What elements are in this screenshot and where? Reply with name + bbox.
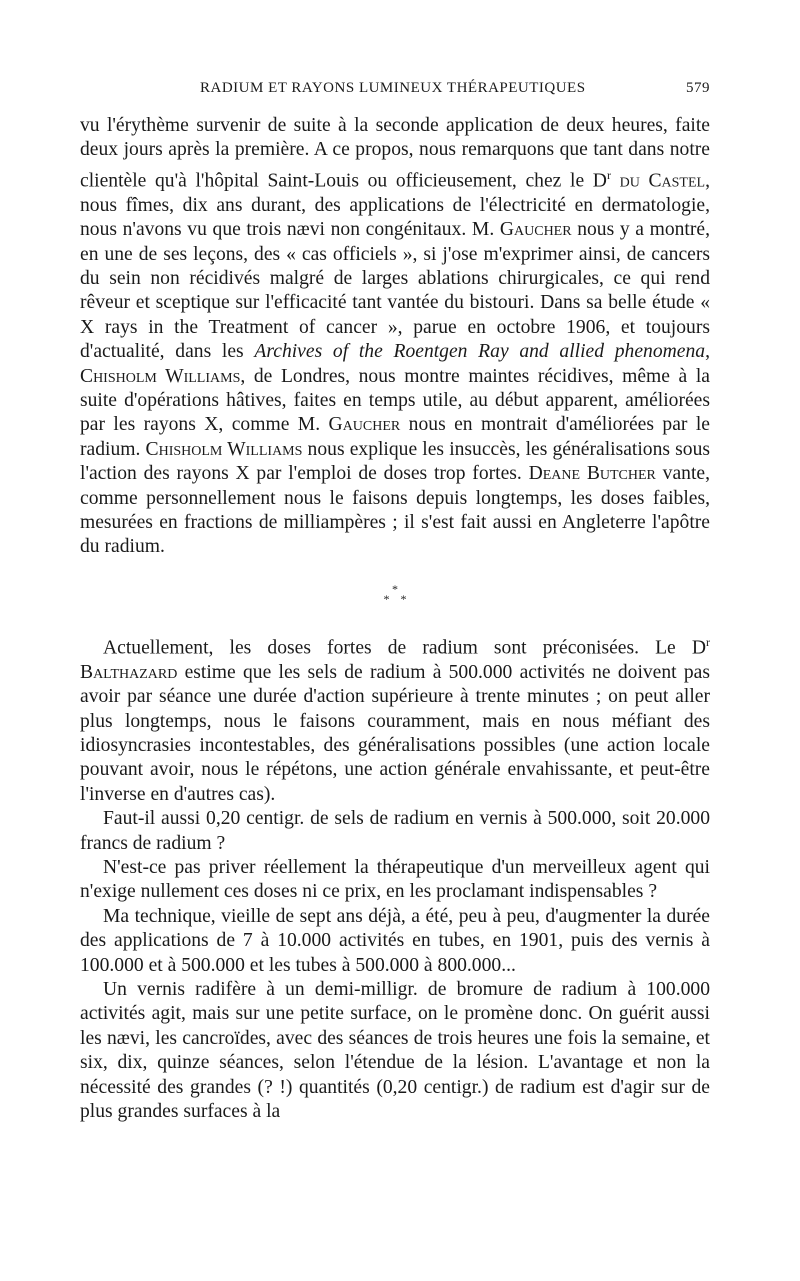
superscript: r	[606, 167, 611, 182]
section-separator	[80, 564, 710, 612]
separator-asterisk-top: *	[392, 581, 398, 596]
superscript: r	[706, 634, 710, 649]
paragraph: N'est-ce pas priver réellement la thérapeutique d'un merveilleux agent qui n'exige nullement ces doses ni ce prix, en les proclamant indispensables ?	[80, 857, 710, 903]
separator-asterisks-bottom: * *	[383, 591, 411, 606]
paragraph: Actuellement, les doses fortes de radium sont préconisées. Le $D^r$ Balthazard estime que les sels de radium à 500.000 activités ne doivent pas avoir par séance une durée d'action supérieure à trente minutes ; on peut aller plus longtemps, nous le faisons couramment, mais en nous méfiant des idiosyncrasies incontestables, des généralisations possibles (une action locale pouvant avoir, nous le répétons, une action générale envahissante, et peut-être l'inverse en d'autres cas).	[80, 634, 710, 805]
running-title: RADIUM ET RAYONS LUMINEUX THÉRAPEUTIQUES	[200, 80, 586, 96]
author-name: du Castel	[619, 170, 706, 192]
author-name: Gaucher	[328, 414, 401, 436]
body-text	[80, 114, 710, 1125]
author-name: Balthazard	[80, 661, 178, 683]
author-name: Chisholm Williams	[80, 365, 241, 387]
author-name: Gaucher	[499, 219, 572, 241]
page-number: 579	[686, 80, 710, 96]
paragraph: Faut-il aussi 0,20 centigr. de sels de radium en vernis à 500.000, soit 20.000 francs de radium ?	[80, 808, 710, 854]
paragraph: vu l'érythème survenir de suite à la seconde application de deux heures, faite deux jours après la première. A ce propos, nous remarquons que tant dans notre clientèle qu'à l'hôpital Saint-Louis ou officieusement, chez le $D^r$ du Castel, nous fîmes, dix ans durant, des applications de l'électricité en dermatologie, nous n'avons vu que trois nævi non congénitaux. M. Gaucher nous y a montré, en une de ses leçons, des « cas officiels », si j'ose m'exprimer ainsi, de cancers du sein non récidivés malgré de larges ablations chirurgicales, ce qui rend rêveur et sceptique sur l'efficacité tant vantée du bistouri. Dans sa belle étude « X rays in the Treatment of cancer », parue en octobre 1906, et toujours d'actualité, dans les Archives of the Roentgen Ray and allied phenomena, Chisholm Williams, de Londres, nous montre maintes récidives, même à la suite d'opérations hâtives, faites en temps utile, au début apparent, améliorées par les rayons X, comme M. Gaucher nous en montrait d'améliorées par le radium. Chisholm Williams nous explique les insuccès, les généralisations sous l'action des rayons X par l'emploi de doses trop fortes. Deane Butcher vante, comme personnellement nous le faisons depuis longtemps, les doses faibles, mesurées en fractions de milliampères ; il s'est fait aussi en Angleterre l'apôtre du radium.	[80, 115, 711, 558]
paragraph: Ma technique, vieille de sept ans déjà, a été, peu à peu, d'augmenter la durée des applications de 7 à 10.000 activités en tubes, en 1901, puis des vernis à 100.000 et à 500.000 et les tubes à 500.000 à 800.000...	[80, 905, 710, 976]
paragraph: Un vernis radifère à un demi-milligr. de bromure de radium à 100.000 activités agit, mais sur une petite surface, on le promène donc. On guérit aussi les nævi, les cancroïdes, avec des séances de trois heures une fois la semaine, et six, dix, quinze séances, selon l'étendue de la lésion. L'avantage et non la nécessité des grandes (? !) quantités (0,20 centigr.) de radium est d'agir sur de plus grandes surfaces à la	[80, 979, 710, 1123]
author-name: Deane Butcher	[528, 463, 656, 485]
author-name: Chisholm Williams	[145, 438, 303, 460]
journal-title: Archives of the Roentgen Ray and allied phenomena	[254, 341, 706, 363]
